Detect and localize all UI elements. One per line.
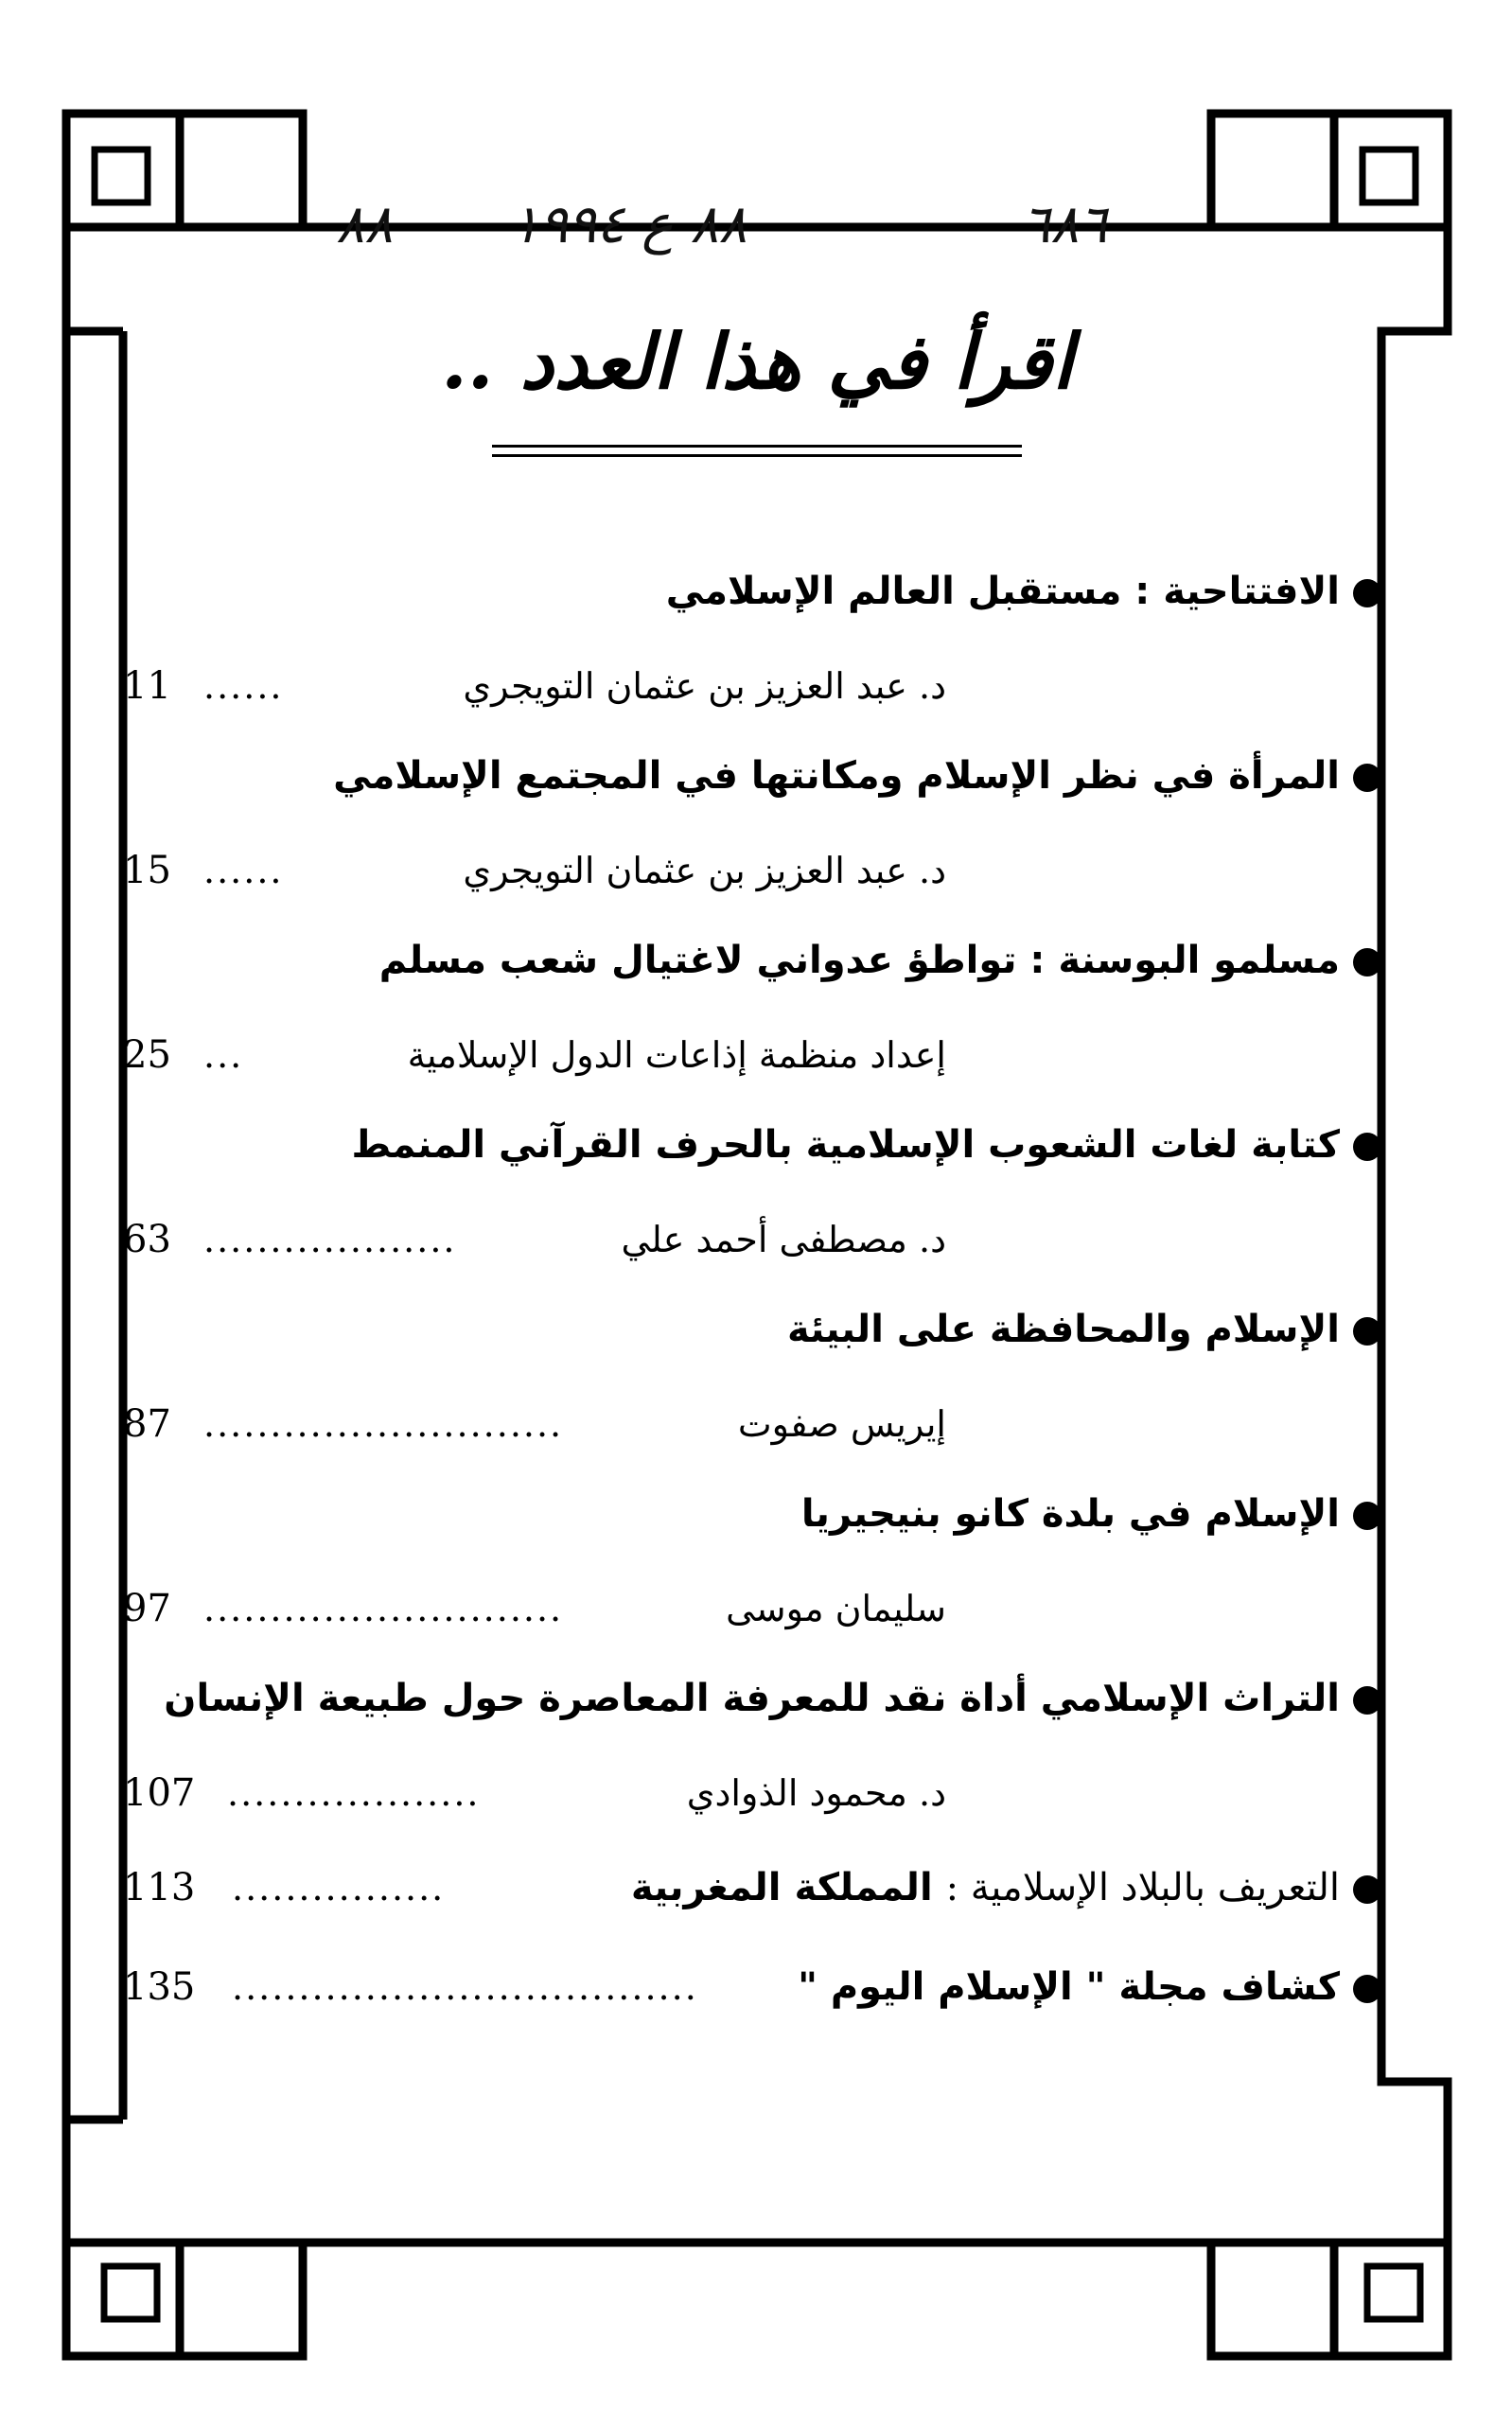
bullet-icon — [1353, 1317, 1381, 1346]
leader-dots: ........................... — [203, 1403, 564, 1445]
page-number: 11 — [123, 664, 171, 708]
page-number: 97 — [123, 1587, 171, 1630]
toc-entry — [123, 1301, 1381, 1452]
bullet-icon — [1353, 1875, 1381, 1904]
toc-entry-inline — [123, 1859, 1381, 1916]
leader-dots: ................... — [227, 1772, 481, 1814]
entry-title: كتابة لغات الشعوب الإسلامية بالحرف القرآني المنمط — [123, 1117, 1381, 1173]
page-number: 63 — [123, 1218, 171, 1261]
handwritten-note-right: ٦٨٦ — [1022, 194, 1108, 255]
bullet-icon — [1353, 1975, 1381, 2003]
corner-square-bottom-right — [1334, 2243, 1448, 2356]
corner-square-top-right — [1334, 114, 1448, 227]
handwritten-note-middle: ٨٨ ع ١٩٩٤ — [511, 194, 747, 255]
bullet-icon — [1353, 1502, 1381, 1530]
page-number: 25 — [123, 1033, 171, 1077]
entry-title: التعريف بالبلاد الإسلامية : المملكة المغربية — [631, 1859, 1381, 1916]
toc-entry — [123, 1486, 1381, 1637]
leader-dots: ................................... — [232, 1966, 698, 2008]
toc-entry — [123, 932, 1381, 1083]
entry-title: الافتتاحية : مستقبل العالم الإسلامي — [123, 563, 1381, 620]
entry-title: مسلمو البوسنة : تواطؤ عدواني لاغتيال شعب مسلم — [123, 932, 1381, 989]
page-number: 87 — [123, 1402, 171, 1446]
bullet-icon — [1353, 579, 1381, 607]
leader-dots: ................... — [203, 1219, 457, 1260]
entry-title: الإسلام في بلدة كانو بنيجيريا — [123, 1486, 1381, 1542]
leader-dots: ................ — [232, 1867, 446, 1909]
entry-author: إعداد منظمة إذاعات الدول الإسلامية — [407, 1034, 946, 1076]
entry-author: سليمان موسى — [726, 1588, 946, 1629]
entry-title: كشاف مجلة " الإسلام اليوم " — [798, 1959, 1381, 2015]
title-underline-bottom — [492, 454, 1022, 457]
entry-author: د. مصطفى أحمد علي — [621, 1219, 946, 1260]
corner-square-bottom-left — [66, 2243, 180, 2356]
entry-title: المرأة في نظر الإسلام ومكانتها في المجتمع الإسلامي — [123, 748, 1381, 804]
bullet-icon — [1353, 764, 1381, 792]
toc-entry — [123, 748, 1381, 899]
entry-author: إيريس صفوت — [737, 1403, 946, 1445]
toc-entry — [123, 1670, 1381, 1821]
leader-dots: ...... — [203, 665, 284, 707]
entry-author: د. عبد العزيز بن عثمان التويجري — [463, 850, 946, 891]
page-number: 113 — [123, 1866, 196, 1909]
bullet-icon — [1353, 1686, 1381, 1715]
entry-title: التراث الإسلامي أداة نقد للمعرفة المعاصرة حول طبيعة الإنسان — [123, 1670, 1381, 1727]
toc-entry — [123, 1117, 1381, 1268]
entry-title: الإسلام والمحافظة على البيئة — [123, 1301, 1381, 1358]
corner-square-top-left — [66, 114, 180, 227]
page-number: 107 — [123, 1771, 196, 1815]
entry-author: د. محمود الذوادي — [686, 1772, 946, 1814]
entry-author: د. عبد العزيز بن عثمان التويجري — [463, 665, 946, 707]
bullet-icon — [1353, 1133, 1381, 1161]
toc-entry-inline — [123, 1959, 1381, 2015]
leader-dots: ... — [203, 1034, 244, 1076]
bullet-icon — [1353, 948, 1381, 976]
page-title: اقرأ في هذا العدد .. — [440, 317, 1074, 406]
page-number: 135 — [123, 1965, 196, 2009]
leader-dots: ........................... — [203, 1588, 564, 1629]
leader-dots: ...... — [203, 850, 284, 891]
page-number: 15 — [123, 849, 171, 892]
handwritten-note-left: ٨٨ — [336, 194, 394, 255]
title-underline-top — [492, 445, 1022, 448]
toc-entry — [123, 563, 1381, 714]
